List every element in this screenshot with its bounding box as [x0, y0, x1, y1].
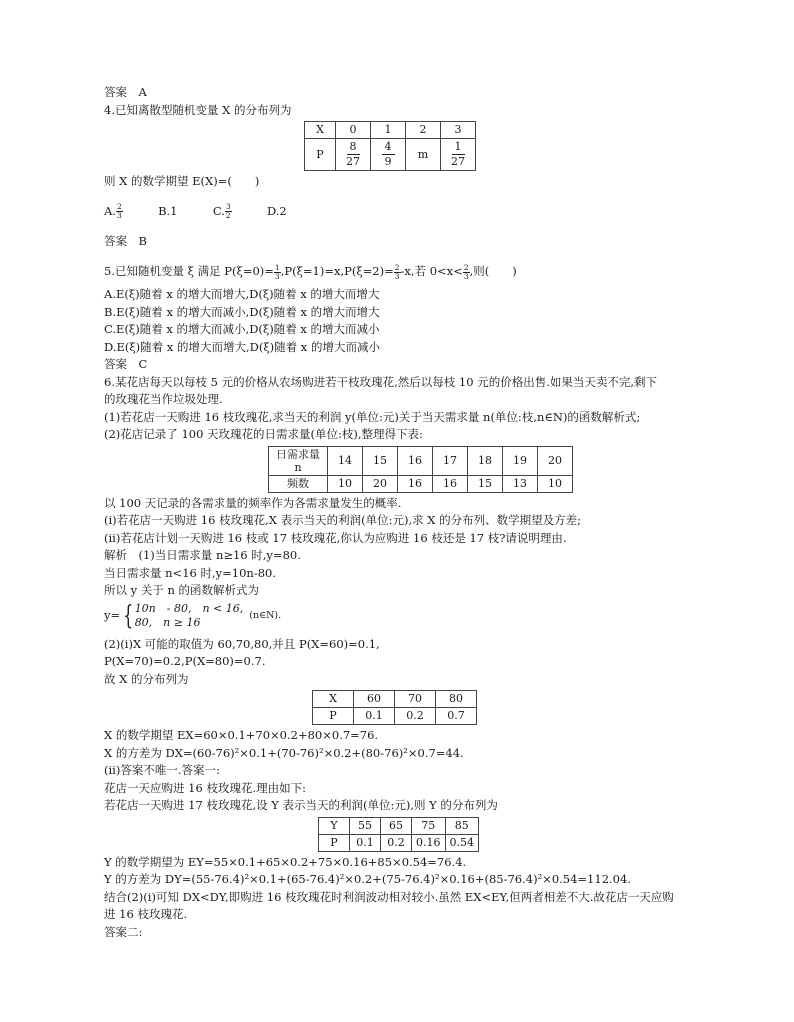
table-cell: 2: [406, 122, 441, 139]
table-cell: 10: [538, 475, 573, 492]
numerator: 1: [452, 140, 465, 155]
piecewise-domain: (n∈N).: [249, 609, 282, 621]
denominator: 3: [116, 211, 122, 220]
table-cell: P: [305, 139, 336, 171]
fraction: [394, 264, 401, 281]
table-cell: 13: [503, 475, 538, 492]
table-cell: 55: [350, 817, 381, 834]
denominator: 3: [274, 271, 280, 281]
solution-line: P(X=70)=0.2,P(X=80)=0.7.: [104, 654, 266, 668]
q4-ask: 则 X 的数学期望 E(X)=( ): [104, 174, 260, 188]
numerator: 2: [394, 262, 400, 272]
table-cell: 0.2: [395, 708, 436, 725]
table-row: [269, 446, 573, 475]
fraction: [116, 203, 123, 220]
numerator: 3: [225, 202, 231, 211]
fraction: [382, 140, 395, 169]
option-label: A.: [104, 203, 116, 218]
solution-line: 若花店一天购进 17 枝玫瑰花,设 Y 表示当天的利润(单位:元),则 Y 的分布列为: [104, 798, 498, 812]
table-cell: 75: [412, 817, 446, 834]
fraction: [225, 203, 232, 220]
q6-stem-line: 6.某花店每天以每枝 5 元的价格从农场购进若干枝玫瑰花,然后以每枝 10 元的价格出售.如果当天卖不完,剩下: [104, 374, 658, 389]
table-cell: 频数: [269, 475, 328, 492]
numerator: 2: [116, 202, 122, 211]
y-distribution-table: [318, 817, 479, 852]
table-row: [313, 691, 477, 708]
table-cell: 85: [445, 817, 479, 834]
table-cell: 3: [441, 122, 476, 139]
q5-stem-text: -x,若 0<x<: [400, 264, 463, 278]
solution-line: X 的方差为 DX=(60-76)²×0.1+(70-76)²×0.2+(80-76)²×0.7=44.: [104, 745, 464, 760]
table-row: [305, 122, 476, 139]
header-text: n: [294, 460, 302, 474]
table-cell: 0.7: [436, 708, 477, 725]
fraction: [346, 140, 360, 169]
table-cell: P: [313, 708, 354, 725]
demand-frequency-table: [268, 446, 573, 493]
solution-line: Y 的数学期望为 EY=55×0.1+65×0.2+75×0.16+85×0.54=76.4.: [104, 854, 467, 869]
table-row: [305, 139, 476, 171]
answer-q5: 答案 C: [104, 357, 148, 371]
table-cell: 15: [363, 446, 398, 475]
table-cell: m: [406, 139, 441, 171]
table-cell: P: [319, 834, 350, 851]
solution-line: 所以 y 关于 n 的函数解析式为: [104, 583, 260, 597]
piecewise-cases: [135, 602, 244, 630]
q5-stem: [104, 260, 704, 282]
piecewise-case: 10n - 80, n < 16,: [134, 601, 244, 615]
table-cell: 20: [538, 446, 573, 475]
x-distribution-table: [312, 690, 477, 725]
q5-stem-text: ,P(ξ=1)=x,P(ξ=2)=: [280, 264, 394, 278]
table-cell: 10: [328, 475, 363, 492]
answer-q4: 答案 B: [104, 233, 147, 248]
table-cell: 19: [503, 446, 538, 475]
table-cell: 16: [398, 446, 433, 475]
denominator: 3: [463, 271, 469, 281]
q5-stem-text: 5.已知随机变量 ξ 满足 P(ξ=0)=: [104, 264, 274, 278]
solution-line: 结合(2)(i)可知 DX<DY,即购进 16 枝玫瑰花时利润波动相对较小.虽然 EX<EY,但两者相差不大.故花店一天应购: [104, 889, 674, 904]
table-row: [269, 475, 573, 492]
q6-part-1: (1)若花店一天购进 16 枝玫瑰花,求当天的利润 y(单位:元)关于当天需求量 n(单位:枝,n∈N)的函数解析式;: [104, 409, 641, 424]
solution-line: 进 16 枝玫瑰花.: [104, 907, 188, 921]
table-cell: 16: [398, 475, 433, 492]
q5-option-a: A.E(ξ)随着 x 的增大而增大,D(ξ)随着 x 的增大而增大: [104, 287, 380, 301]
q4-option-c: [213, 204, 232, 218]
table-cell: 0.1: [354, 708, 395, 725]
table-cell: 0.1: [350, 834, 381, 851]
fraction: [451, 140, 465, 169]
table-cell: X: [313, 691, 354, 708]
table-cell: 65: [381, 817, 412, 834]
piecewise-case: 80, n ≥ 16: [134, 615, 201, 629]
solution-line: 解析 (1)当日需求量 n≥16 时,y=80.: [104, 548, 301, 562]
table-row: [319, 834, 479, 851]
denominator: 27: [346, 155, 360, 168]
denominator: 9: [384, 155, 392, 168]
table-cell: 18: [468, 446, 503, 475]
table-cell: Y: [319, 817, 350, 834]
left-brace: {: [123, 600, 134, 631]
denominator: 27: [451, 155, 465, 168]
table-cell: 0.2: [381, 834, 412, 851]
denominator: 2: [225, 211, 231, 220]
q6-part-2-i: (i)若花店一天购进 16 枝玫瑰花,X 表示当天的利润(单位:元),求 X 的分布列、数学期望及方差;: [104, 513, 581, 527]
solution-line: 故 X 的分布列为: [104, 671, 189, 686]
table-cell: 16: [433, 475, 468, 492]
table-cell: [441, 139, 476, 171]
table-cell: 1: [371, 122, 406, 139]
q4-option-a: [104, 204, 123, 218]
q6-stem-line: 的玫瑰花当作垃圾处理.: [104, 392, 223, 406]
q6-part-2-ii: (ii)若花店计划一天购进 16 枝或 17 枝玫瑰花,你认为应购进 16 枝还是 17 枝?请说明理由.: [104, 530, 567, 545]
piecewise-lhs: y=: [104, 607, 121, 622]
q5-option-d: D.E(ξ)随着 x 的增大而增大,D(ξ)随着 x 的增大而减小: [104, 339, 380, 354]
fraction: [274, 264, 281, 281]
piecewise-function: [104, 600, 704, 632]
solution-line: 花店一天应购进 16 枝玫瑰花.理由如下:: [104, 780, 306, 795]
solution-line: (ii)答案不唯一.答案一:: [104, 763, 220, 777]
solution-line: 答案二:: [104, 924, 143, 939]
solution-line: X 的数学期望 EX=60×0.1+70×0.2+80×0.7=76.: [104, 728, 379, 742]
table-row: [319, 817, 479, 834]
table-cell: 0.54: [445, 834, 479, 851]
table-cell: [336, 139, 371, 171]
table-cell: 80: [436, 691, 477, 708]
table-cell: X: [305, 122, 336, 139]
table-cell: 20: [363, 475, 398, 492]
table-cell: 0: [336, 122, 371, 139]
table-cell: [371, 139, 406, 171]
q5-option-c: C.E(ξ)随着 x 的增大而减小,D(ξ)随着 x 的增大而减小: [104, 322, 380, 336]
table-cell: 0.16: [412, 834, 446, 851]
q6-text: 以 100 天记录的各需求量的频率作为各需求量发生的概率.: [104, 495, 402, 510]
answer-q3: 答案 A: [104, 85, 147, 99]
q4-distribution-table: [304, 121, 476, 171]
fraction: [463, 264, 470, 281]
option-label: C.: [212, 203, 225, 218]
q4-option-b: B.1: [158, 203, 178, 218]
numerator: 2: [463, 262, 469, 272]
q4-options: [104, 199, 704, 223]
solution-line: (2)(i)X 可能的取值为 60,70,80,并且 P(X=60)=0.1,: [104, 636, 380, 651]
table-cell: 15: [468, 475, 503, 492]
numerator: 4: [382, 140, 395, 155]
q4-option-d: D.2: [266, 203, 287, 218]
numerator: 8: [347, 140, 360, 155]
numerator: 1: [274, 262, 280, 272]
q4-stem: 4.已知离散型随机变量 X 的分布列为: [104, 102, 292, 117]
table-cell: 60: [354, 691, 395, 708]
table-cell: 17: [433, 446, 468, 475]
q6-part-2: (2)花店记录了 100 天玫瑰花的日需求量(单位:枝),整理得下表:: [104, 427, 423, 441]
table-row: [313, 708, 477, 725]
q5-stem-text: ,则( ): [469, 264, 517, 278]
solution-line: Y 的方差为 DY=(55-76.4)²×0.1+(65-76.4)²×0.2+(75-76.4)²×0.16+(85-76.4)²×0.54=112.04.: [104, 872, 631, 886]
q5-option-b: B.E(ξ)随着 x 的增大而减小,D(ξ)随着 x 的增大而增大: [104, 304, 380, 319]
header-text: 日需求量: [276, 447, 320, 461]
table-cell: [269, 446, 328, 475]
table-cell: 70: [395, 691, 436, 708]
document-page: [104, 84, 704, 941]
table-cell: 14: [328, 446, 363, 475]
solution-line: 当日需求量 n<16 时,y=10n-80.: [104, 565, 276, 580]
denominator: 3: [394, 271, 400, 281]
